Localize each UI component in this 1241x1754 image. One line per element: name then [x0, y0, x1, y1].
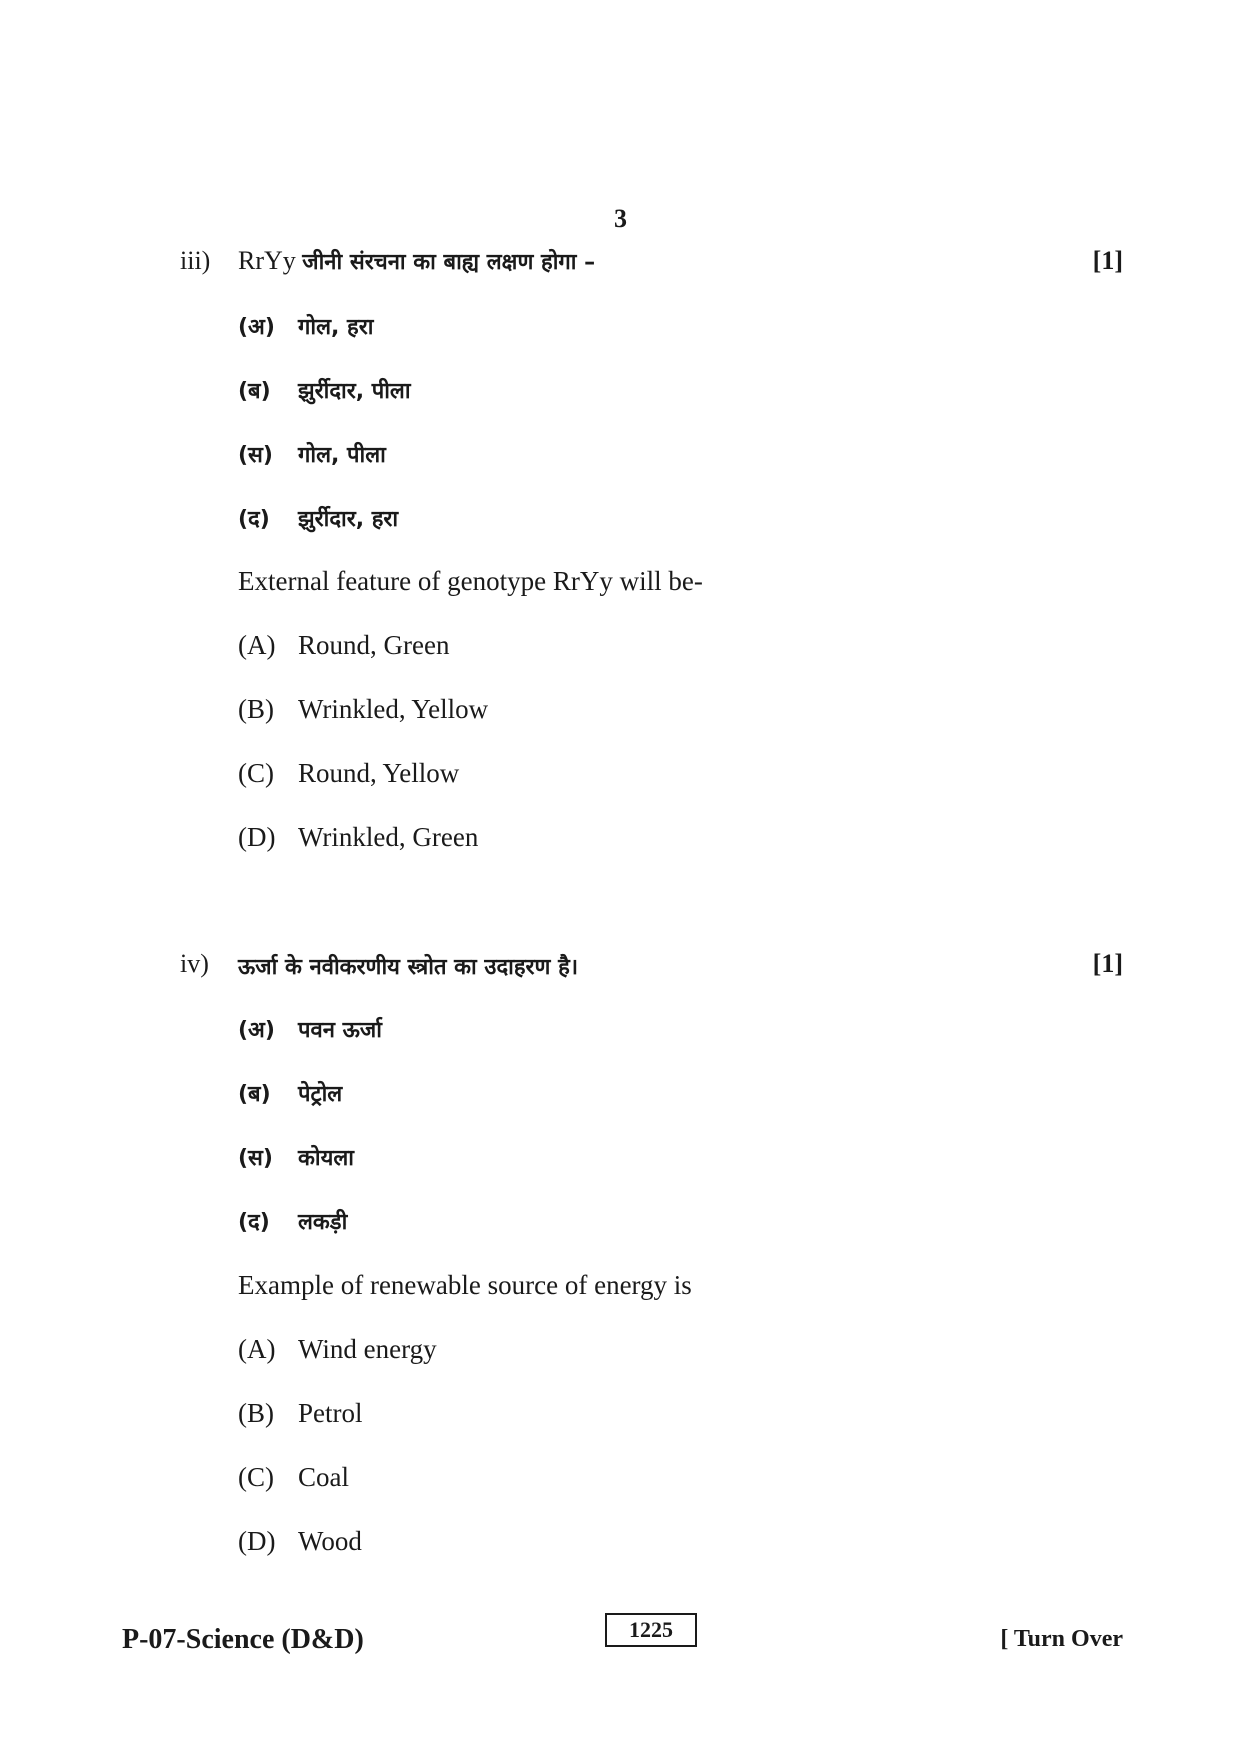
- option-label: (द): [238, 507, 270, 532]
- option-label: (अ): [238, 315, 275, 340]
- marks: [1]: [1092, 246, 1123, 275]
- option-text: पवन ऊर्जा: [298, 1018, 382, 1043]
- option-text: Wood: [298, 1526, 362, 1556]
- option-label: (C): [238, 758, 274, 788]
- option-label: (C): [238, 1462, 274, 1492]
- option-label: (ब): [238, 1082, 271, 1107]
- genotype-prefix: RrYy: [238, 246, 296, 275]
- option-label: (B): [238, 1398, 274, 1428]
- option-label: (A): [238, 1334, 276, 1364]
- turn-over-label: [ Turn Over: [1000, 1626, 1123, 1652]
- option-label: (स): [238, 443, 273, 468]
- option-text: Petrol: [298, 1398, 363, 1428]
- option-text: Wrinkled, Green: [298, 822, 479, 852]
- option-label: (ब): [238, 379, 271, 404]
- page-code-box: 1225: [605, 1613, 697, 1647]
- paper-code: P-07-Science (D&D): [122, 1624, 364, 1655]
- option-text: कोयला: [298, 1146, 354, 1171]
- question-stem-hindi: [238, 246, 595, 276]
- option-label: (D): [238, 1526, 276, 1556]
- stem-hindi-text: जीनी संरचना का बाह्य लक्षण होगा –: [302, 250, 596, 275]
- option-label: (स): [238, 1146, 273, 1171]
- option-label: (D): [238, 822, 276, 852]
- option-label: (A): [238, 630, 276, 660]
- option-text: Round, Yellow: [298, 758, 460, 788]
- marks: [1]: [1092, 949, 1123, 978]
- option-text: गोल, हरा: [298, 315, 374, 340]
- question-number: iii): [180, 246, 211, 275]
- option-text: झुर्रीदार, हरा: [298, 507, 399, 532]
- option-label: (अ): [238, 1018, 275, 1043]
- option-text: गोल, पीला: [298, 443, 386, 468]
- question-number: iv): [180, 949, 209, 978]
- question-stem-hindi: ऊर्जा के नवीकरणीय स्त्रोत का उदाहरण है।: [238, 955, 579, 980]
- page-number: 3: [614, 204, 627, 233]
- option-text: Coal: [298, 1462, 349, 1492]
- option-text: Wrinkled, Yellow: [298, 694, 489, 724]
- option-label: (B): [238, 694, 274, 724]
- question-stem-english: External feature of genotype RrYy will be-: [238, 566, 703, 596]
- option-text: पेट्रोल: [298, 1082, 343, 1107]
- option-text: Round, Green: [298, 630, 450, 660]
- question-stem-english: Example of renewable source of energy is: [238, 1270, 692, 1300]
- option-text: Wind energy: [298, 1334, 437, 1364]
- option-text: झुर्रीदार, पीला: [298, 379, 411, 404]
- option-label: (द): [238, 1210, 270, 1235]
- option-text: लकड़ी: [298, 1210, 348, 1235]
